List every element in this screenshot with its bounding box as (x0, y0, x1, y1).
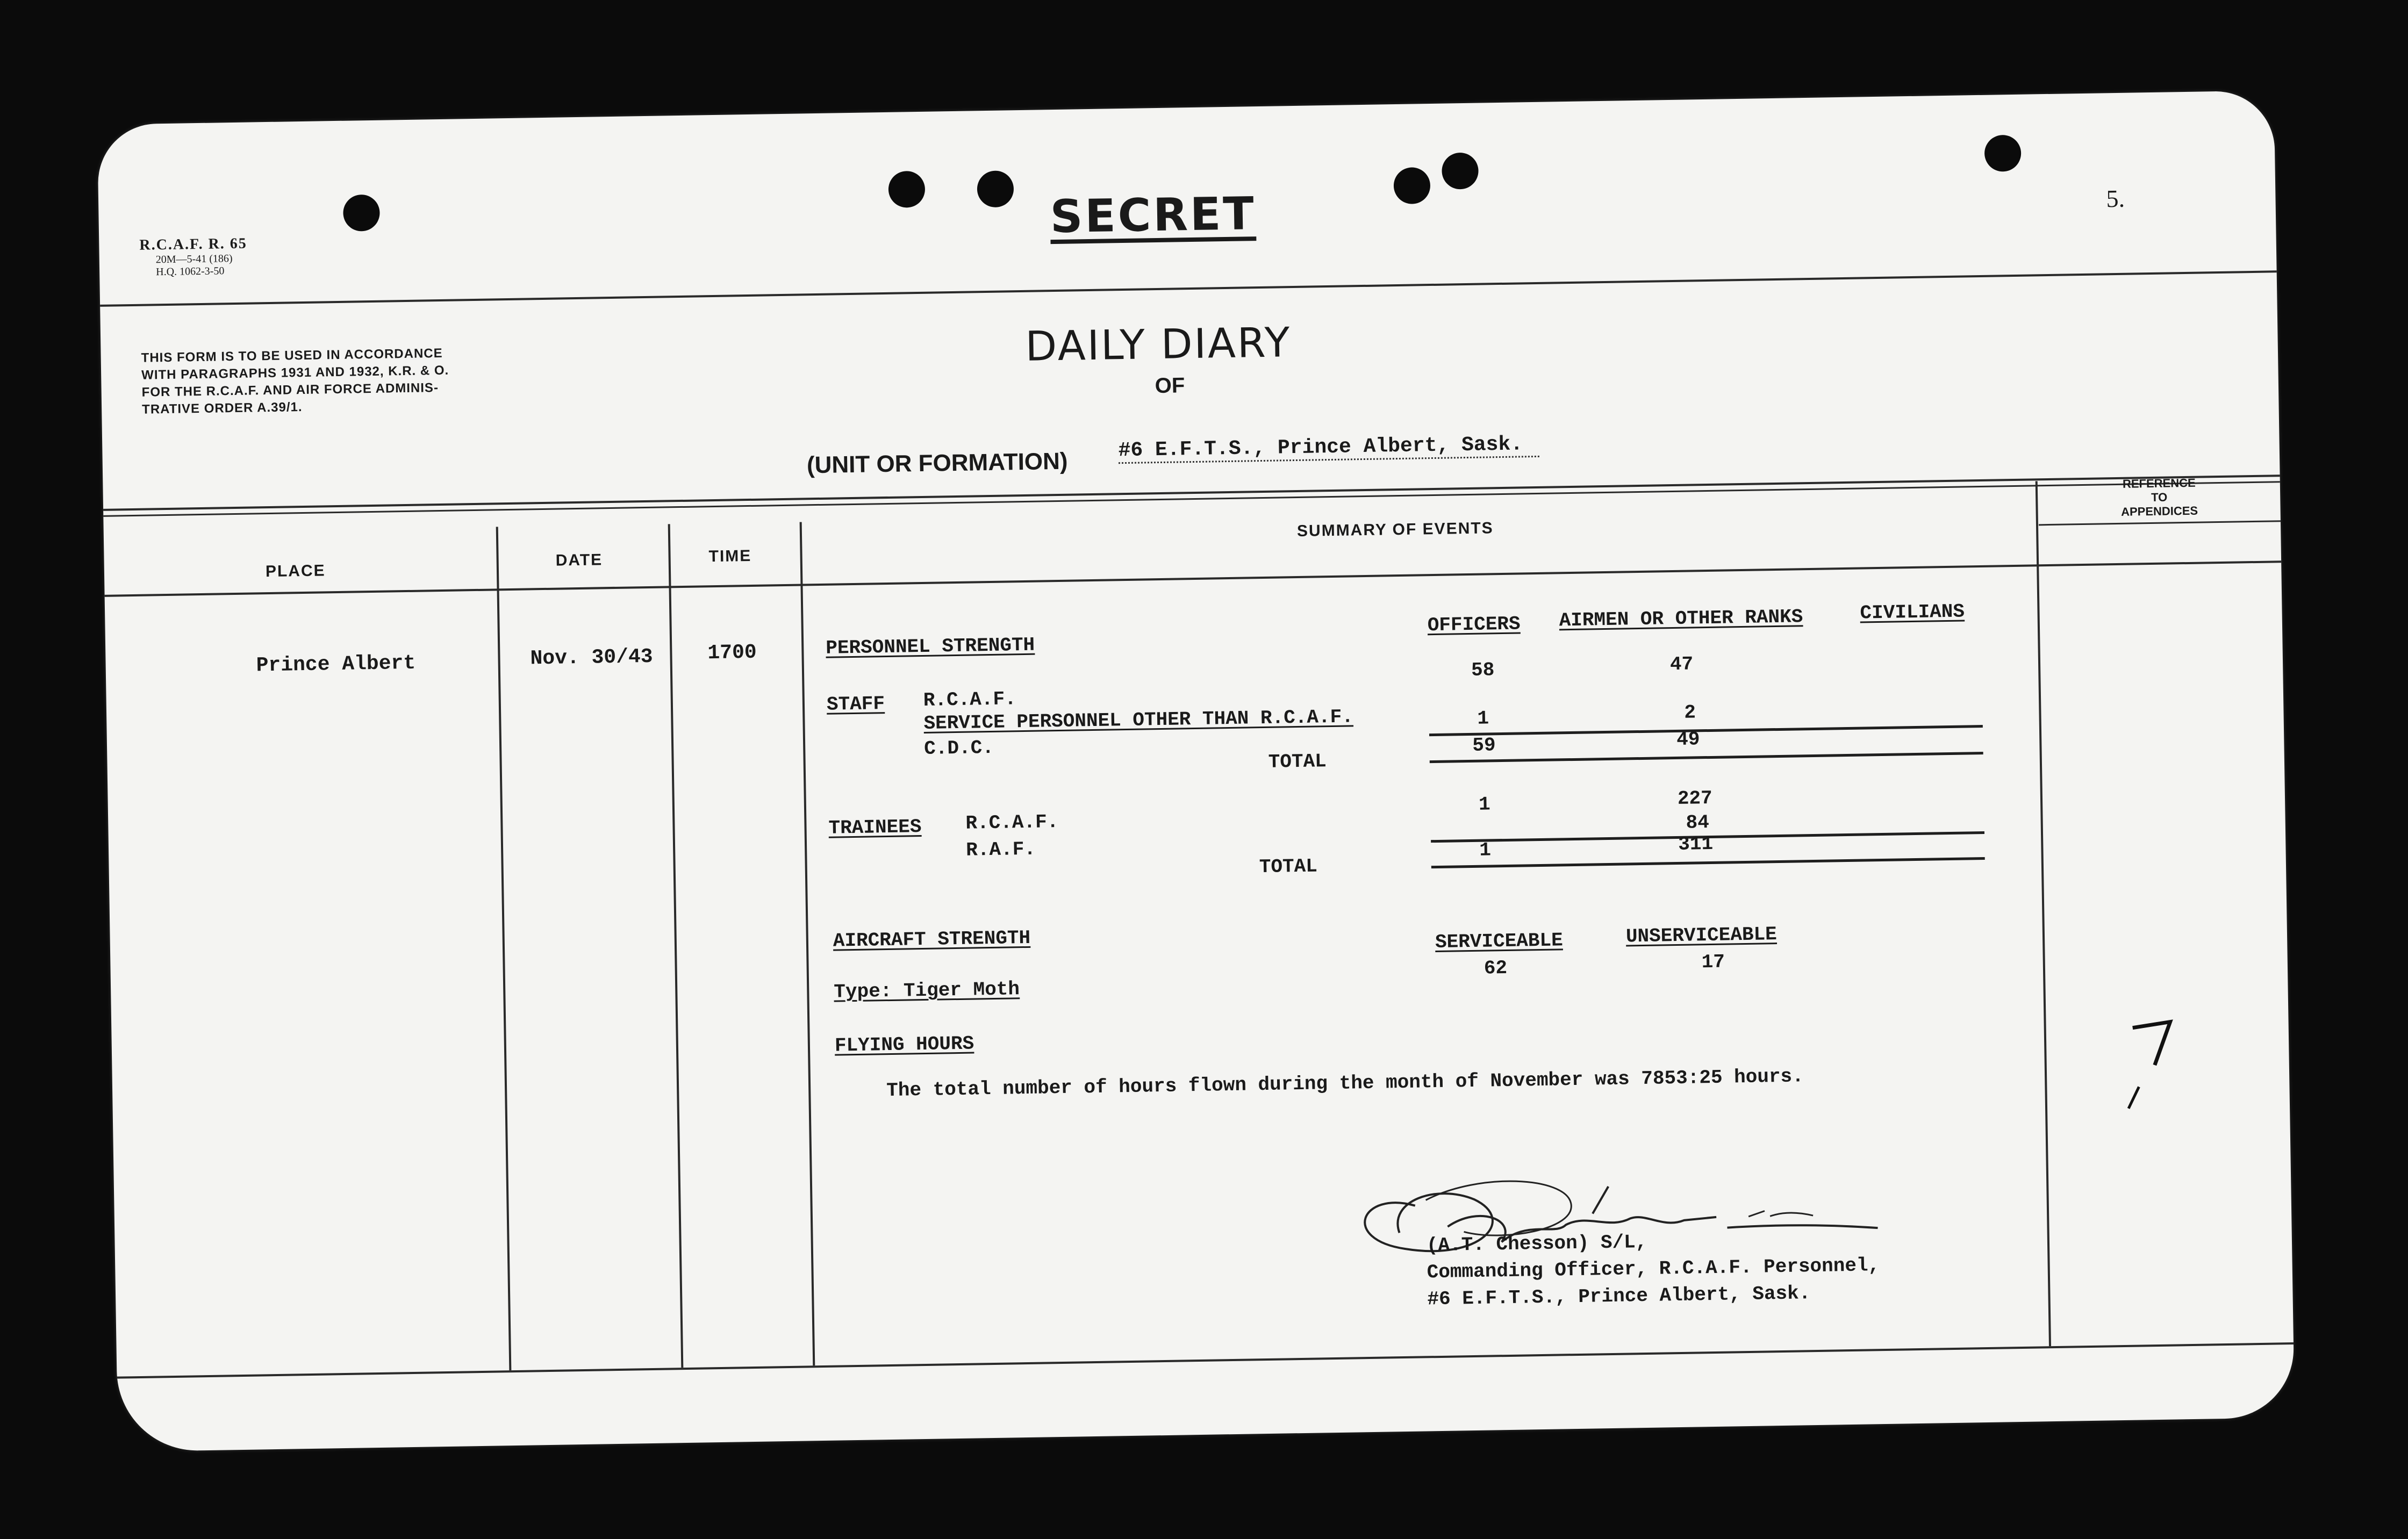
form-instructions (141, 345, 449, 419)
trainees-total-airmen: 311 (1678, 832, 1714, 855)
col-serviceable: SERVICEABLE (1435, 929, 1563, 954)
punch-hole (977, 170, 1014, 207)
aircraft-type: Type: Tiger Moth (834, 978, 1020, 1003)
col-airmen: AIRMEN OR OTHER RANKS (1559, 606, 1803, 632)
unit-value: #6 E.F.T.S., Prince Albert, Sask. (1118, 433, 1539, 464)
table-bottom-rule (117, 1342, 2294, 1379)
reference-line: TO (2151, 490, 2168, 505)
diary-title-of: OF (1155, 373, 1185, 398)
instruction-line: TRATIVE ORDER A.39/1. (141, 400, 303, 417)
stray-marks (2122, 1016, 2231, 1125)
ref-header-rule (2039, 520, 2281, 526)
personnel-heading: PERSONNEL STRENGTH (826, 634, 1035, 659)
flying-text: The total number of hours flown during the month of November was 7853:25 hours. (886, 1065, 1804, 1102)
page-number: 5. (2106, 184, 2125, 213)
staff-row-label: C.D.C. (923, 736, 994, 760)
staff-officers-value: 1 (1477, 707, 1489, 730)
staff-row-label: R.C.A.F. (923, 688, 1016, 711)
column-header-place: PLACE (265, 562, 326, 581)
staff-total-line (1430, 752, 1983, 763)
signature-block (1427, 1225, 1881, 1313)
classification-stamp: SECRET (1049, 187, 1257, 243)
signature-title: Commanding Officer, R.C.A.F. Personnel, (1427, 1254, 1880, 1284)
col-civilians: CIVILIANS (1860, 600, 1965, 624)
instruction-line: FOR THE R.C.A.F. AND AIR FORCE ADMINIS- (141, 380, 439, 400)
reference-line: REFERENCE (2122, 476, 2196, 491)
signature-unit: #6 E.F.T.S., Prince Albert, Sask. (1427, 1282, 1811, 1311)
staff-total-airmen: 49 (1676, 728, 1700, 751)
flying-heading: FLYING HOURS (834, 1032, 974, 1057)
header-row-rule (105, 560, 2282, 597)
trainees-total-label: TOTAL (1259, 855, 1318, 879)
serviceable-value: 62 (1484, 957, 1508, 980)
column-divider (496, 527, 512, 1370)
form-code-line: R.C.A.F. R. 65 (139, 235, 248, 254)
punch-hole (1984, 135, 2022, 172)
form-code-line: 20M—5-41 (186) (155, 253, 233, 266)
col-officers: OFFICERS (1427, 613, 1521, 637)
trainee-officers-value: 1 (1478, 793, 1490, 816)
staff-sum-line (1429, 725, 1983, 736)
column-header-time: TIME (708, 546, 752, 566)
punch-hole (1393, 167, 1430, 204)
trainee-row-label: R.A.F. (965, 838, 1036, 861)
punch-hole (1442, 153, 1479, 190)
aircraft-heading: AIRCRAFT STRENGTH (833, 926, 1031, 952)
column-header-date: DATE (555, 551, 603, 570)
trainee-row-label: R.C.A.F. (965, 811, 1059, 835)
col-unserviceable: UNSERVICEABLE (1625, 923, 1778, 948)
form-code-line: H.Q. 1062-3-50 (156, 265, 225, 278)
trainees-label: TRAINEES (828, 816, 922, 839)
staff-total-label: TOTAL (1268, 750, 1327, 773)
trainee-airmen-value: 84 (1686, 811, 1710, 834)
instruction-line: THIS FORM IS TO BE USED IN ACCORDANCE (141, 346, 443, 365)
punch-hole (888, 171, 925, 208)
staff-row-label: SERVICE PERSONNEL OTHER THAN R.C.A.F. (923, 706, 1354, 735)
entry-place: Prince Albert (256, 651, 416, 678)
reference-line: APPENDICES (2120, 504, 2198, 519)
column-divider (800, 522, 815, 1365)
instruction-line: WITH PARAGRAPHS 1931 AND 1932, K.R. & O. (141, 363, 449, 383)
trainees-total-officers: 1 (1479, 839, 1492, 861)
staff-total-officers: 59 (1472, 734, 1496, 757)
trainee-airmen-value: 227 (1677, 787, 1713, 810)
trainee-total-line (1431, 857, 1985, 868)
header-rule (100, 270, 2277, 307)
staff-airmen-value: 2 (1684, 701, 1696, 724)
column-divider (2036, 481, 2051, 1346)
table-top-rule (103, 481, 2280, 517)
signature-name: (A.T. Chesson) S/L, (1426, 1231, 1647, 1257)
unit-label: (UNIT OR FORMATION) (806, 448, 1068, 479)
entry-time: 1700 (707, 641, 757, 665)
staff-officers-value: 58 (1471, 659, 1495, 681)
staff-airmen-value: 47 (1669, 653, 1694, 676)
unserviceable-value: 17 (1701, 951, 1725, 974)
column-header-summary: SUMMARY OF EVENTS (1296, 519, 1494, 540)
table-top-rule (103, 474, 2280, 511)
punch-hole (343, 195, 380, 232)
form-code (139, 235, 248, 279)
staff-label: STAFF (826, 693, 885, 716)
diary-sheet (97, 90, 2295, 1451)
entry-date: Nov. 30/43 (530, 645, 653, 671)
column-header-reference (2060, 475, 2259, 520)
column-divider (668, 524, 684, 1368)
diary-title: DAILY DIARY (1024, 318, 1292, 370)
